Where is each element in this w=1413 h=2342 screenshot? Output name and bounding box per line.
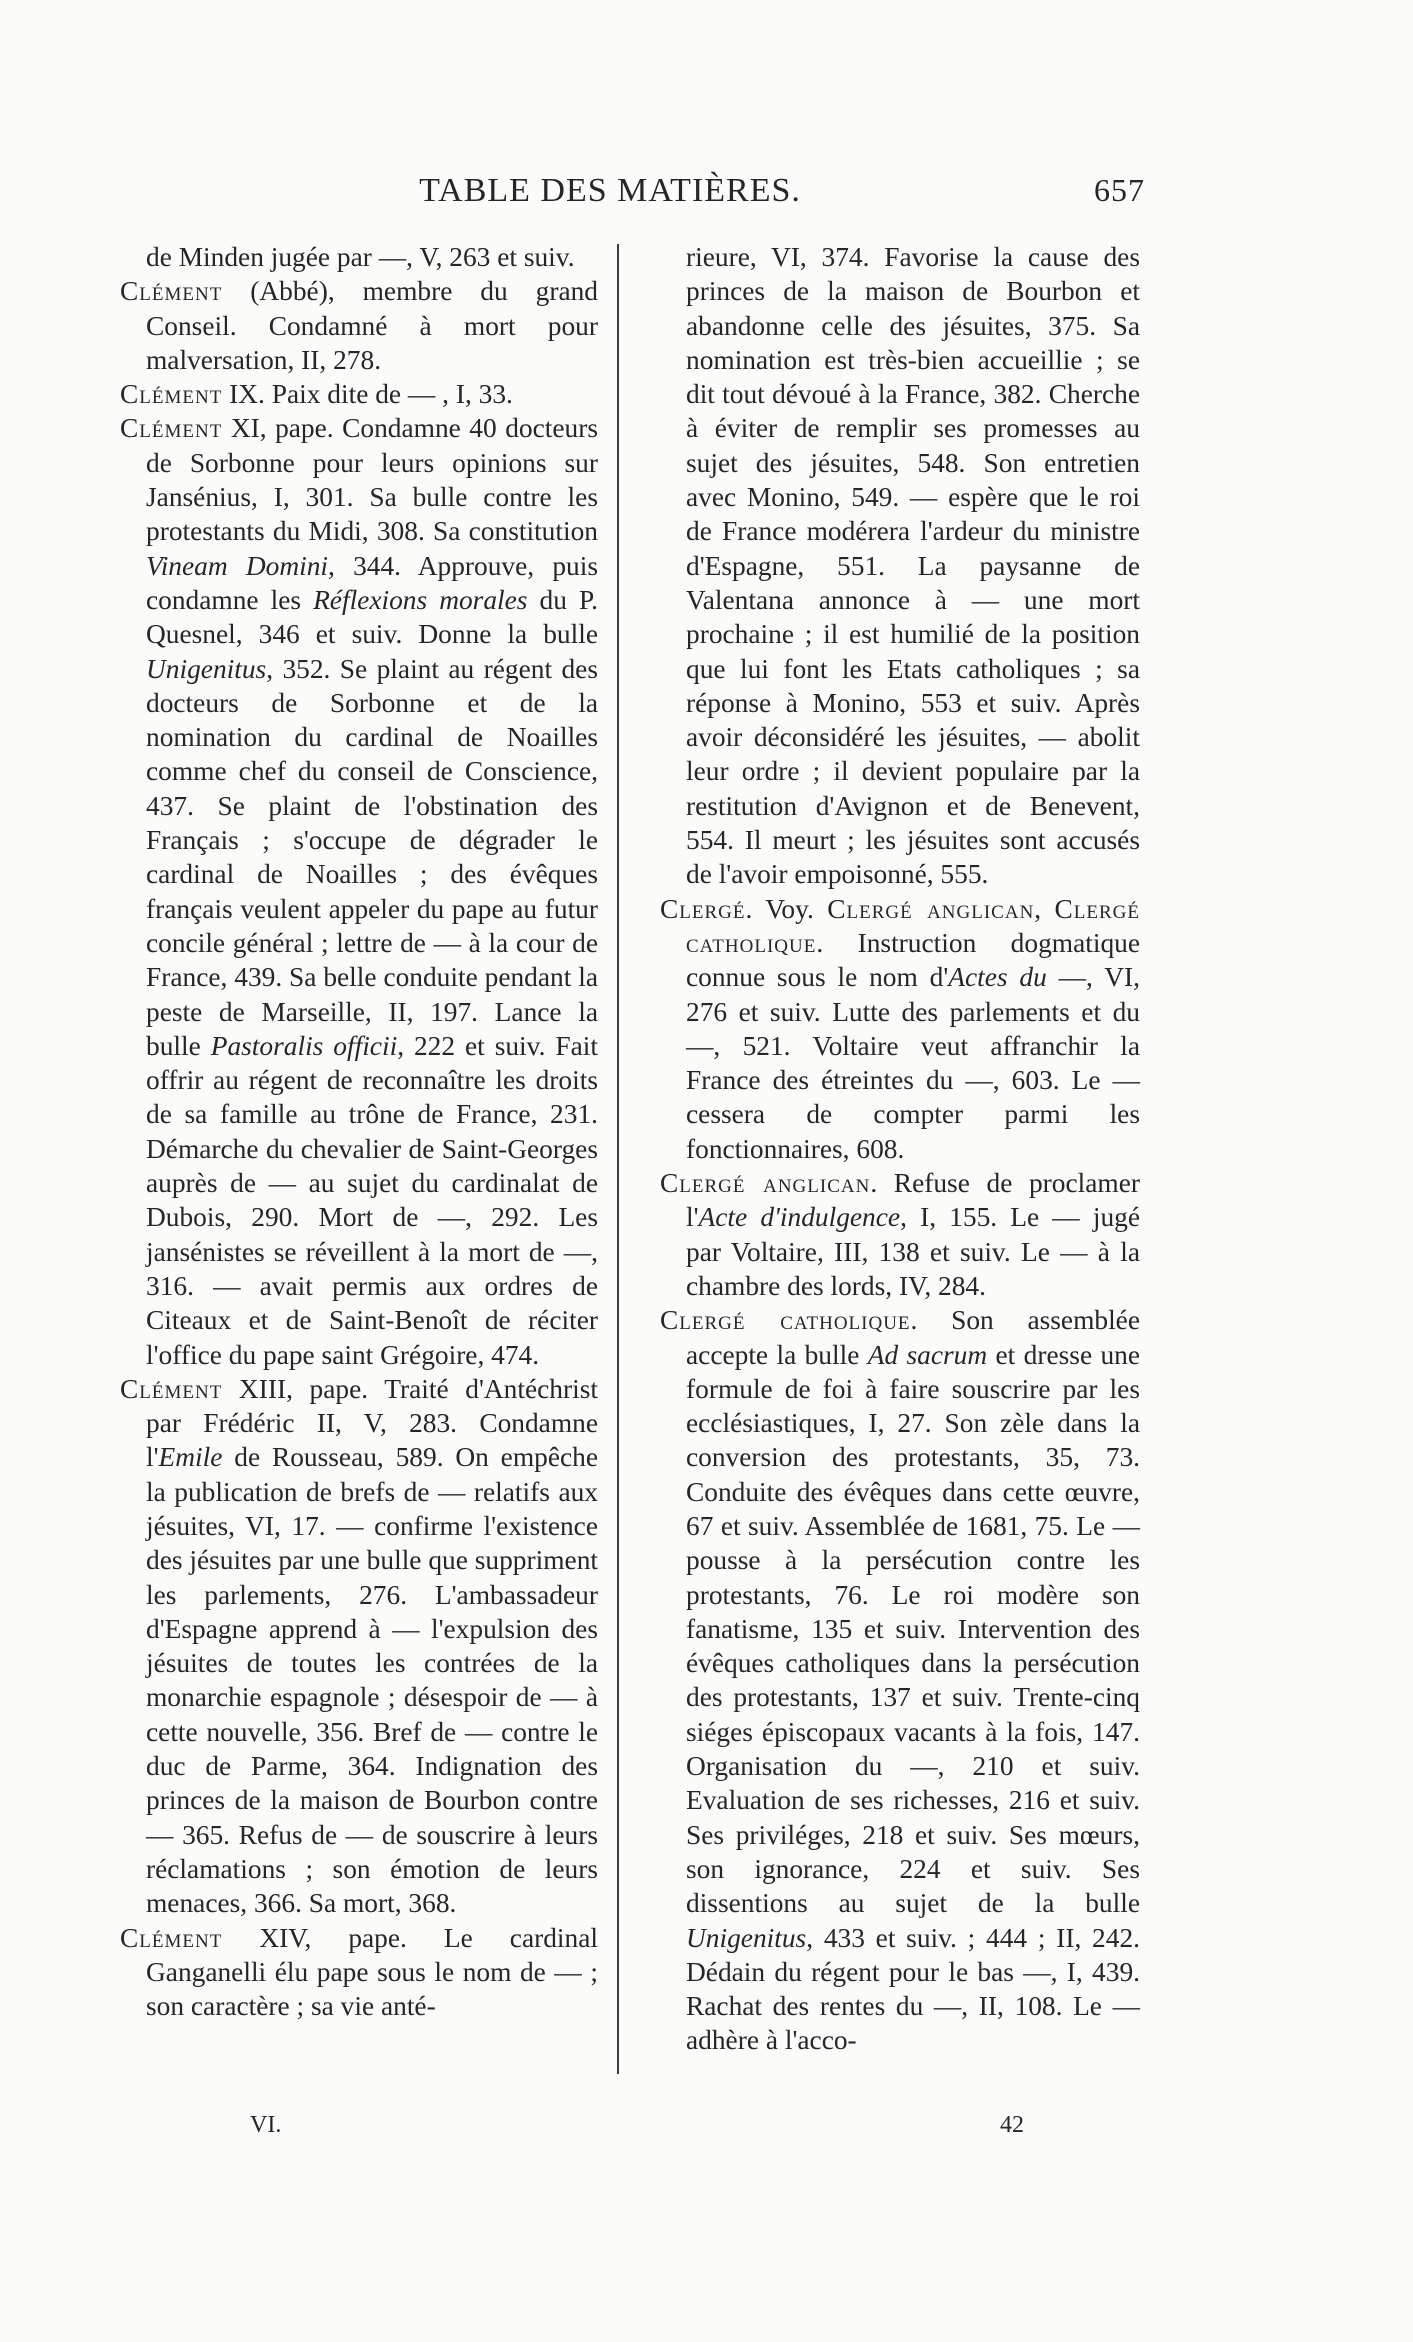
index-entry-continuation <box>660 240 1140 892</box>
right-column <box>660 240 1140 2058</box>
entry-text: XIII, pape. Traité d'Antéchrist par Frédéric II, V, 283. Condamne l' <box>146 1373 598 1473</box>
italic-title: Réflexions morales <box>313 584 528 615</box>
index-entry <box>660 892 1140 1166</box>
entry-text: —, VI, 276 et suiv. Lutte des parlements et du —, 521. Voltaire veut affranchir la France des étreintes du —, 603. Le — cessera de compter parmi les fonctionnaires, 608. <box>686 962 1140 1164</box>
column-divider <box>617 244 619 2074</box>
page-number: 657 <box>1094 172 1145 208</box>
entry-text: . Instruction dogmatique connue sous le nom d' <box>686 927 1140 993</box>
entry-headword: Clément <box>120 413 223 444</box>
entry-text: de Rousseau, 589. On empêche la publication de brefs de — relatifs aux jésuites, VI, 17. — confirme l'existence des jésuites par une bulle que suppriment les parlements, 276. L'ambassadeur d'Espagne apprend à — l'expulsion des jésuites de toutes les contrées de la monarchie espagnole ; désespoir de — à cette nouvelle, 356. Bref de — contre le duc de Parme, 364. Indignation des princes de la maison de Bourbon contre — 365. Refus de — de souscrire à leurs réclamations ; son émotion de leurs menaces, 366. Sa mort, 368. <box>146 1442 598 1919</box>
italic-title: Actes du <box>948 962 1047 993</box>
entry-text: . Refuse de proclamer l' <box>686 1168 1140 1233</box>
entry-text: , 344. Approuve, puis condamne les <box>146 550 599 615</box>
index-entry-continuation <box>120 240 598 274</box>
entry-headword: Clément <box>120 1373 223 1404</box>
italic-title: Pastoralis officii <box>210 1030 398 1061</box>
entry-text: . Voy. <box>745 893 828 924</box>
index-entry <box>120 377 598 411</box>
index-entry <box>120 411 598 1371</box>
entry-headword: Clergé catholique <box>686 893 1140 958</box>
italic-title: Unigenitus <box>146 653 267 684</box>
entry-text: de Minden jugée par —, V, 263 et suiv. <box>146 242 575 272</box>
entry-headword: Clergé <box>660 893 746 924</box>
entry-text: XI, pape. Condamne 40 docteurs de Sorbonne pour leurs opinions sur Jansénius, I, 301. Sa bulle contre les protestants du Midi, 308. Sa constitution <box>146 413 598 547</box>
entry-text: XIV, pape. Le cardinal Ganganelli élu pape sous le nom de — ; son caractère ; sa vie anté- <box>146 1922 598 2022</box>
index-entry <box>120 274 598 377</box>
entry-headword: Clément <box>120 276 223 307</box>
entry-text: , I, 155. Le — jugé par Voltaire, III, 138 et suiv. Le — à la chambre des lords, IV, 284. <box>686 1202 1140 1301</box>
entry-headword: Clergé anglican <box>660 1168 871 1199</box>
page-title: TABLE DES MATIÈRES. <box>419 172 801 209</box>
italic-title: Ad sacrum <box>867 1339 988 1370</box>
sheet-number: 42 <box>1000 2112 1024 2138</box>
entry-text: rieure, VI, 374. Favorise la cause des princes de la maison de Bourbon et abandonne celle des jésuites, 375. Sa nomination est très-bien accueillie ; se dit tout dévoué à la France, 382. Cherche à éviter de remplir ses promesses au sujet des jésuites, 548. Son entretien avec Monino, 549. — espère que le roi de France modérera l'ardeur du ministre d'Espagne, 551. La paysanne de Valentana annonce à — une mort prochaine ; il est humilié de la position que lui font les Etats catholiques ; sa réponse à Monino, 553 et suiv. Après avoir déconsidéré les jésuites, — abolit leur ordre ; il devient populaire par la restitution d'Avignon et de Benevent, 554. Il meurt ; les jésuites sont accusés de l'avoir empoisonné, 555. <box>686 242 1140 890</box>
entry-text: (Abbé), membre du grand Conseil. Condamné à mort pour malversation, II, 278. <box>146 276 598 375</box>
entry-text: , 222 et suiv. Fait offrir au régent de reconnaître les droits de sa famille au trône de France, 231. Démarche du chevalier de Saint-Georges auprès de — au sujet du cardinalat de Dubois, 290. Mort de —, 292. Les jansénistes se réveillent à la mort de —, 316. — avait permis aux ordres de Citeaux et de Saint-Benoît de réciter l'office du pape saint Grégoire, 474. <box>146 1030 598 1370</box>
italic-title: Emile <box>158 1442 223 1473</box>
entry-headword: Clément <box>120 1922 223 1953</box>
entry-headword: Clergé anglican <box>827 893 1035 924</box>
index-entry <box>120 1372 598 1921</box>
page-footer <box>0 2112 1413 2152</box>
index-entry <box>120 1921 598 2024</box>
entry-text: , <box>1034 893 1055 924</box>
italic-title: Unigenitus <box>686 1922 807 1953</box>
entry-text: et dresse une formule de foi à faire souscrire par les ecclésiastiques, I, 27. Son zèle dans la conversion des protestants, 35, 73. Conduite des évêques dans cette œuvre, 67 et suiv. Assemblée de 1681, 75. Le — pousse à la persécution contre les protestants, 76. Le roi modère son fanatisme, 135 et suiv. Intervention des évêques catholiques dans la persécution des protestants, 137 et suiv. Trente-cinq siéges épiscopaux vacants à la fois, 147. Organisation du —, 210 et suiv. Evaluation de ses richesses, 216 et suiv. Ses priviléges, 218 et suiv. Ses mœurs, son ignorance, 224 et suiv. Ses dissentions au sujet de la bulle <box>686 1339 1141 1919</box>
index-entry <box>660 1166 1140 1303</box>
entry-text: du P. Quesnel, 346 et suiv. Donne la bulle <box>146 584 598 650</box>
entry-text: , 433 et suiv. ; 444 ; II, 242. Dédain du régent pour le bas —, I, 439. Rachat des rentes du —, II, 108. Le — adhère à l'acco- <box>686 1922 1140 2056</box>
signature-mark: VI. <box>250 2112 282 2138</box>
entry-headword: Clergé catholique <box>660 1305 911 1336</box>
entry-headword: Clément <box>120 379 223 410</box>
italic-title: Acte d'indulgence <box>698 1202 901 1233</box>
left-column <box>120 240 598 2023</box>
entry-text: , 352. Se plaint au régent des docteurs de Sorbonne et de la nomination du cardinal de Noailles comme chef du conseil de Conscience, 437. Se plaint de l'obstination des Français ; s'occupe de dégrader le cardinal de Noailles ; des évêques français veulent appeler du pape au futur concile général ; lettre de — à la cour de France, 439. Sa belle conduite pendant la peste de Marseille, II, 197. Lance la bulle <box>146 653 598 1061</box>
index-entry <box>660 1303 1140 2058</box>
entry-text: IX. Paix dite de — , I, 33. <box>222 379 513 410</box>
entry-text: . Son assemblée accepte la bulle <box>686 1305 1140 1370</box>
running-head <box>0 172 1413 222</box>
italic-title: Vineam Domini <box>146 550 329 581</box>
